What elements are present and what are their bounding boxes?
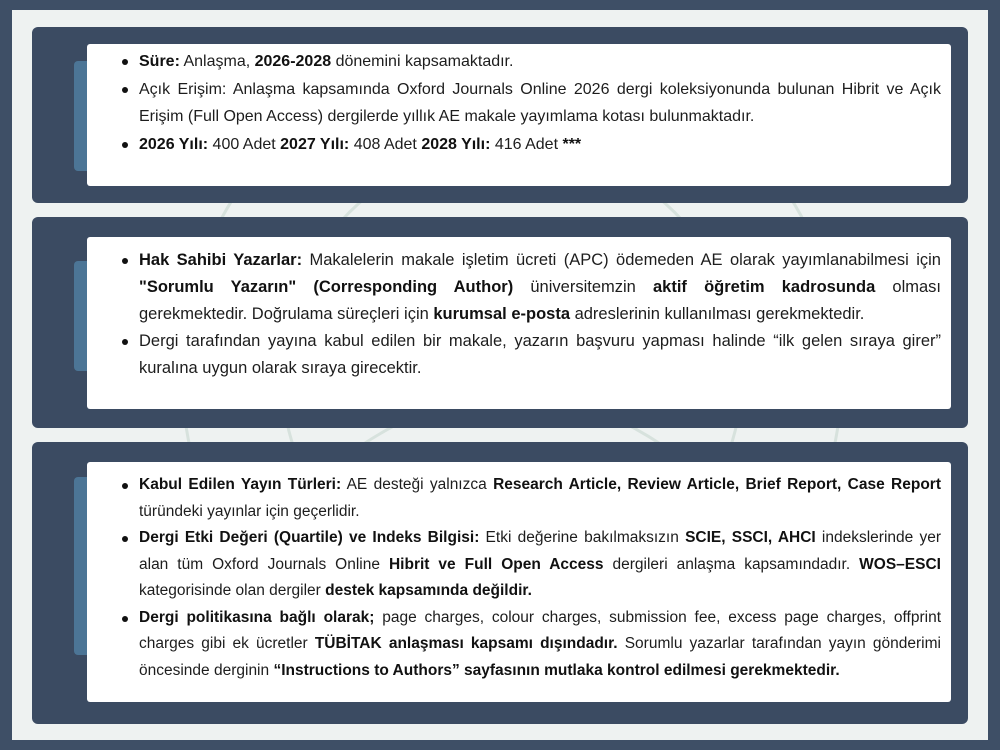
section-panel-3 [32, 442, 968, 724]
bullet-item [117, 48, 941, 76]
text: olması gerekmektedir. Doğrulama süreçleri için [139, 278, 942, 323]
bold-text: “Instructions to Authors” sayfasının mutlaka kontrol edilmesi gerekmektedir. [273, 661, 840, 679]
bold-text: SCIE, SSCI, AHCI [685, 529, 816, 546]
bullet-item [117, 131, 941, 159]
bold-text: 2026-2028 [254, 53, 332, 70]
bold-text: kurumsal e-posta [433, 305, 570, 323]
text: Açık Erişim: Anlaşma kapsamında Oxford Journals Online 2026 dergi koleksiyonunda bulunan Hibrit ve Açık Erişim (Full Open Access) dergilerde yıllık AE makale yayımlama kotası bulunmaktadır. [139, 80, 941, 125]
section-panel-2 [32, 217, 968, 428]
bullet-item [117, 247, 941, 328]
section-panel-1 [32, 27, 968, 203]
bold-text: destek kapsamında değildir. [325, 582, 532, 599]
text: page charges, colour charges, submission fee, excess page charges, offprint charges gibi ek ücretler [139, 608, 942, 652]
text: kategorisinde olan dergiler [139, 582, 326, 599]
bold-text: Hak Sahibi Yazarlar: [139, 251, 303, 269]
text: dergileri anlaşma kapsamındadır. [603, 555, 860, 573]
text: Dergi tarafından yayına kabul edilen bir makale, yazarın başvuru yapması halinde “ilk gelen sıraya girer” kuralına uygun olarak sıraya girecektir. [139, 332, 941, 377]
bold-text: Kabul Edilen Yayın Türleri: [139, 476, 342, 493]
page-background [12, 10, 988, 740]
text: indekslerinde yer alan tüm Oxford Journals Online [139, 529, 941, 573]
bold-text: *** [562, 135, 582, 153]
bold-text: WOS–ESCI [859, 555, 941, 573]
section-list-2 [117, 247, 941, 382]
bold-text: Dergi politikasına bağlı olarak; [139, 608, 375, 626]
section-card-1 [87, 44, 951, 186]
text: üniversitemzin [513, 278, 653, 296]
bold-text: 2027 Yılı: [280, 135, 350, 153]
text: adreslerinin kullanılması gerekmektedir. [570, 305, 865, 323]
text: Makalelerin makale işletim ücreti (APC) ödemeden AE olarak yayımlanabilmesi için [302, 251, 941, 269]
bold-text: 2026 Yılı: [139, 135, 209, 153]
bullet-item [117, 605, 941, 685]
bold-text: Süre: [139, 53, 180, 70]
text: türündeki yayınlar için geçerlidir. [139, 502, 360, 520]
bold-text: Hibrit ve Full Open Access [388, 555, 604, 573]
bullet-item [117, 76, 941, 131]
text: 408 Adet [349, 135, 422, 153]
text: Sorumlu yazarlar tarafından yayın gönderimi öncesinde derginin [139, 635, 941, 679]
bullet-item [117, 328, 941, 382]
text: 416 Adet [490, 135, 563, 153]
text: Etki değerine bakılmaksızın [479, 529, 686, 546]
bold-text: "Sorumlu Yazarın" (Corresponding Author) [139, 278, 514, 296]
section-card-2 [87, 237, 951, 409]
bold-text: Research Article, Review Article, Brief Report, Case Report [493, 476, 941, 493]
bold-text: TÜBİTAK anlaşması kapsamı dışındadır. [314, 635, 618, 652]
bold-text: Dergi Etki Değeri (Quartile) ve Indeks Bilgisi: [139, 529, 480, 546]
text: AE desteği yalnızca [341, 476, 494, 493]
bold-text: aktif öğretim kadrosunda [652, 278, 876, 296]
section-card-3 [87, 462, 951, 702]
text: 400 Adet [208, 135, 281, 153]
section-list-3 [117, 472, 941, 684]
bullet-item [117, 525, 941, 605]
text: dönemini kapsamaktadır. [331, 53, 514, 70]
bold-text: 2028 Yılı: [421, 135, 491, 153]
bullet-item [117, 472, 941, 525]
section-list-1 [117, 48, 941, 158]
text: Anlaşma, [179, 53, 255, 70]
